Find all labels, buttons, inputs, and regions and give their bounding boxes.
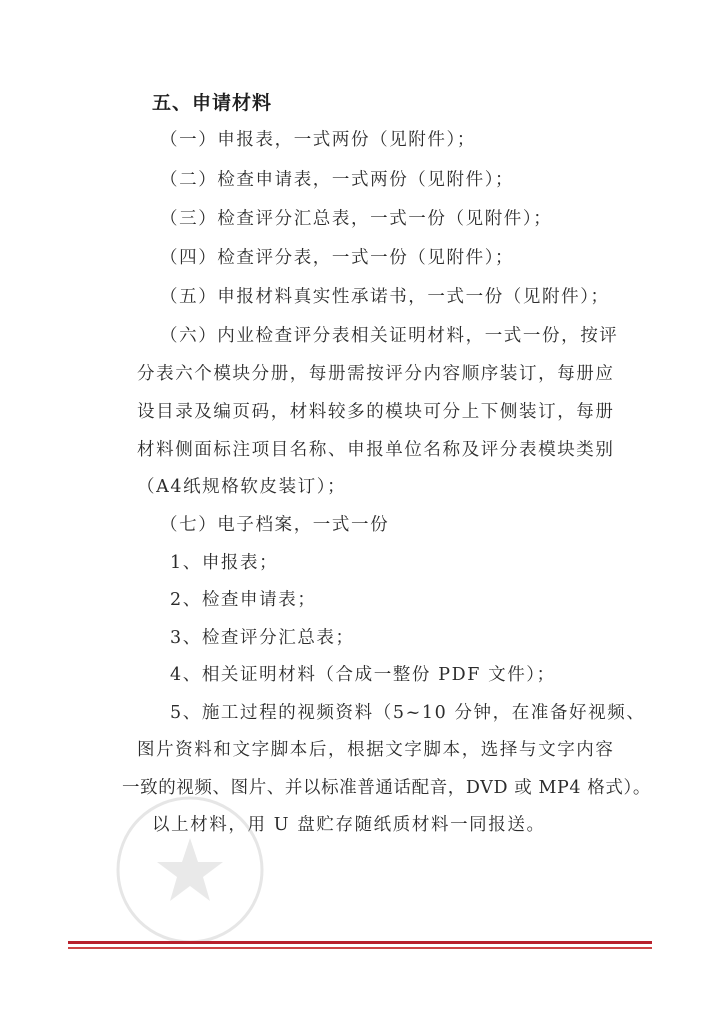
paragraph-line-6: （六）内业检查评分表相关证明材料，一式一份，按评 — [160, 326, 619, 346]
paragraph-line-7: 分表六个模块分册，每册需按评分内容顺序装订，每册应 — [137, 364, 615, 384]
footer-red-rule-thin — [68, 947, 652, 949]
paragraph-line-13: 2、检查申请表； — [170, 590, 317, 610]
footer-red-rule — [68, 941, 652, 944]
faded-seal-stamp — [110, 790, 270, 950]
paragraph-line-9: 材料侧面标注项目名称、申报单位名称及评分表模块类别 — [137, 440, 615, 460]
paragraph-line-16: 5、施工过程的视频资料（5~10 分钟，在准备好视频、 — [170, 703, 646, 723]
paragraph-line-11: （七）电子档案，一式一份 — [160, 515, 390, 535]
paragraph-line-17: 图片资料和文字脚本后，根据文字脚本，选择与文字内容 — [137, 740, 615, 760]
paragraph-line-2: （二）检查申请表，一式两份（见附件）； — [160, 170, 515, 190]
paragraph-line-18: 一致的视频、图片、并以标准普通话配音，DVD 或 MP4 格式）。 — [122, 778, 651, 798]
section-heading: 五、申请材料 — [152, 92, 273, 114]
paragraph-line-14: 3、检查评分汇总表； — [170, 628, 355, 648]
paragraph-line-3: （三）检查评分汇总表，一式一份（见附件）； — [160, 209, 553, 229]
paragraph-line-15: 4、相关证明材料（合成一整份 PDF 文件）； — [170, 665, 556, 685]
paragraph-line-1: （一）申报表，一式两份（见附件）； — [160, 130, 476, 150]
paragraph-line-4: （四）检查评分表，一式一份（见附件）； — [160, 248, 515, 268]
paragraph-line-8: 设目录及编页码，材料较多的模块可分上下侧装订，每册 — [137, 402, 615, 422]
paragraph-line-19: 以上材料，用 U 盘贮存随纸质材料一同报送。 — [152, 815, 546, 835]
paragraph-line-10: （A4纸规格软皮装订）； — [137, 477, 347, 497]
paragraph-line-12: 1、申报表； — [170, 553, 279, 573]
paragraph-line-5: （五）申报材料真实性承诺书，一式一份（见附件）； — [160, 287, 610, 307]
